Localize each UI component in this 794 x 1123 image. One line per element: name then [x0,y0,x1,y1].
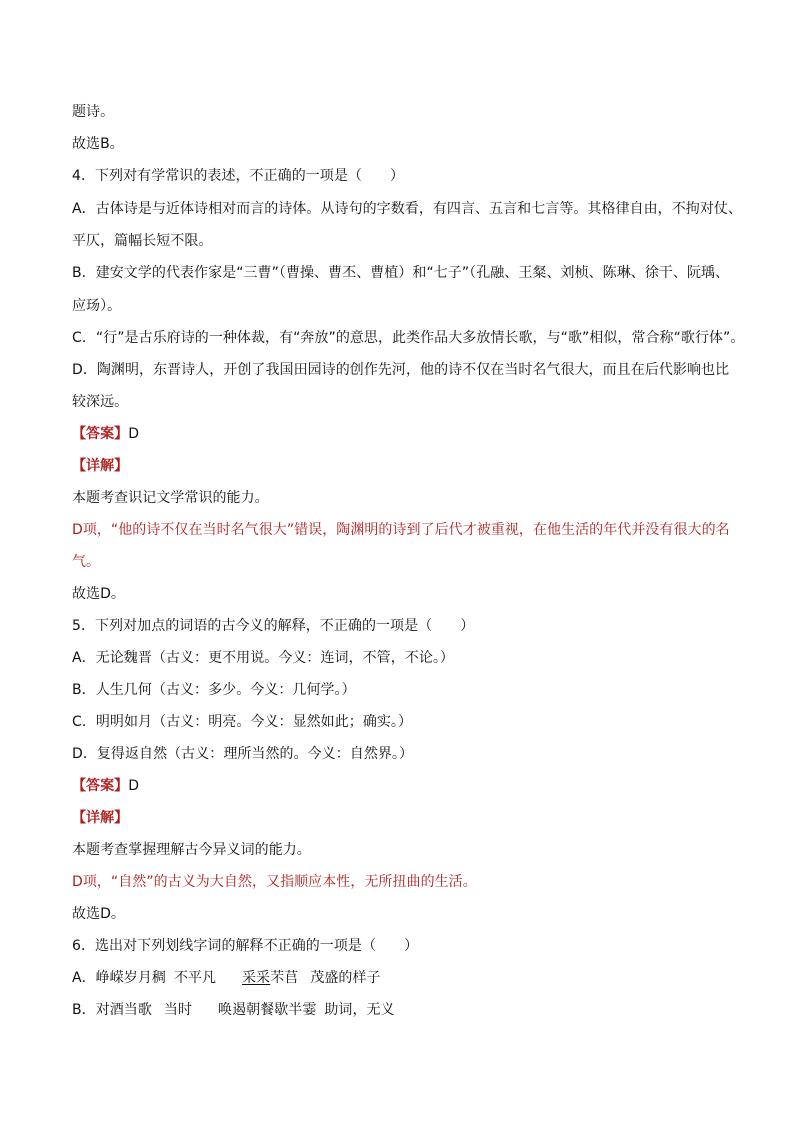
answer-value: D [128,778,140,794]
option-a: A．古体诗是与近体诗相对而言的诗体。从诗句的字数看，有四言、五言和七言等。其格律自由，不拘对仗、 [72,201,742,217]
option-b-cont: 应玚）。 [72,298,122,314]
answer-value: D [128,426,140,442]
text-line: 故选B。 [72,136,124,152]
detail-tag-q5 [72,810,128,827]
conclusion-q5: 故选D。 [72,906,125,922]
q6-a-prefix: A．峥嵘岁月稠 [72,970,166,986]
q5-option-a: A．无论魏晋（古义：更不用说。今义：连词，不管，不论。） [72,650,454,666]
q6-a-meaning2: 茂盛的样子 [310,970,381,986]
q6-a-phrase2: 采采 [242,970,271,986]
option-d: D．陶渊明，东晋诗人，开创了我国田园诗的创作先河，他的诗不仅在当时名气很大，而且在后代影响也比 [72,362,730,378]
conclusion-q4: 故选D。 [72,586,125,602]
question-4: 4．下列对有学常识的表述，不正确的一项是（ ） [72,168,405,184]
answer-line-q5 [72,778,139,795]
detail-tag: 【详解】 [72,458,129,474]
option-b: B．建安文学的代表作家是“三曹”（曹操、曹丕、曹植）和“七子”（孔融、王粲、刘桢、陈琳、徐干、阮瑀、 [72,265,730,281]
option-d-cont: 较深远。 [72,394,129,410]
text-line: 题诗。 [72,104,115,120]
option-c: C．“行”是古乐府诗的一种体裁，有“奔放”的意思，此类作品大多放情长歌，与“歌”相似，常合称“歌行体”。 [72,330,745,346]
answer-tag: 【答案】 [72,426,129,442]
q6-option-a [72,970,381,987]
q5-option-c: C．明明如月（古义：明亮。今义：显然如此；确实。） [72,714,413,730]
q6-b-phrase2: 唤遏朝餐歇半霎 [218,1002,317,1018]
q5-option-d: D．复得返自然（古义：理所当然的。今义：自然界。） [72,746,414,762]
answer-tag: 【答案】 [72,778,129,794]
detail-line-q4-2: D项，“他的诗不仅在当时名气很大”错误，陶渊明的诗到了后代才被重视，在他生活的年代并没有很大的名 [72,522,730,538]
detail-line-q5-1: 本题考查掌握理解古今异义词的能力。 [72,842,311,858]
question-6: 6．选出对下列划线字词的解释不正确的一项是（ ） [72,938,419,954]
detail-line-q4-1: 本题考查识记文学常识的能力。 [72,490,269,506]
answer-line-q4 [72,426,139,443]
detail-tag-q4 [72,458,128,475]
q5-option-b: B．人生几何（古义：多少。今义：几何学。） [72,682,356,698]
q6-b-meaning1: 当时 [163,1002,193,1018]
question-5: 5．下列对加点的词语的古今义的解释，不正确的一项是（ ） [72,618,475,634]
q6-option-b [72,1002,395,1019]
detail-line-q4-3: 气。 [72,554,101,570]
q6-b-prefix: B．对酒当歌 [72,1002,152,1018]
q6-a-phrase2-rest: 芣苢 [270,970,299,986]
q6-a-meaning1: 不平凡 [173,970,217,986]
detail-line-q5-2: D项，“自然”的古义为大自然，又指顺应本性，无所扭曲的生活。 [72,874,477,890]
q6-b-meaning2: 助词，无义 [324,1002,395,1018]
option-a-cont: 平仄，篇幅长短不限。 [72,233,213,249]
detail-tag: 【详解】 [72,810,129,826]
